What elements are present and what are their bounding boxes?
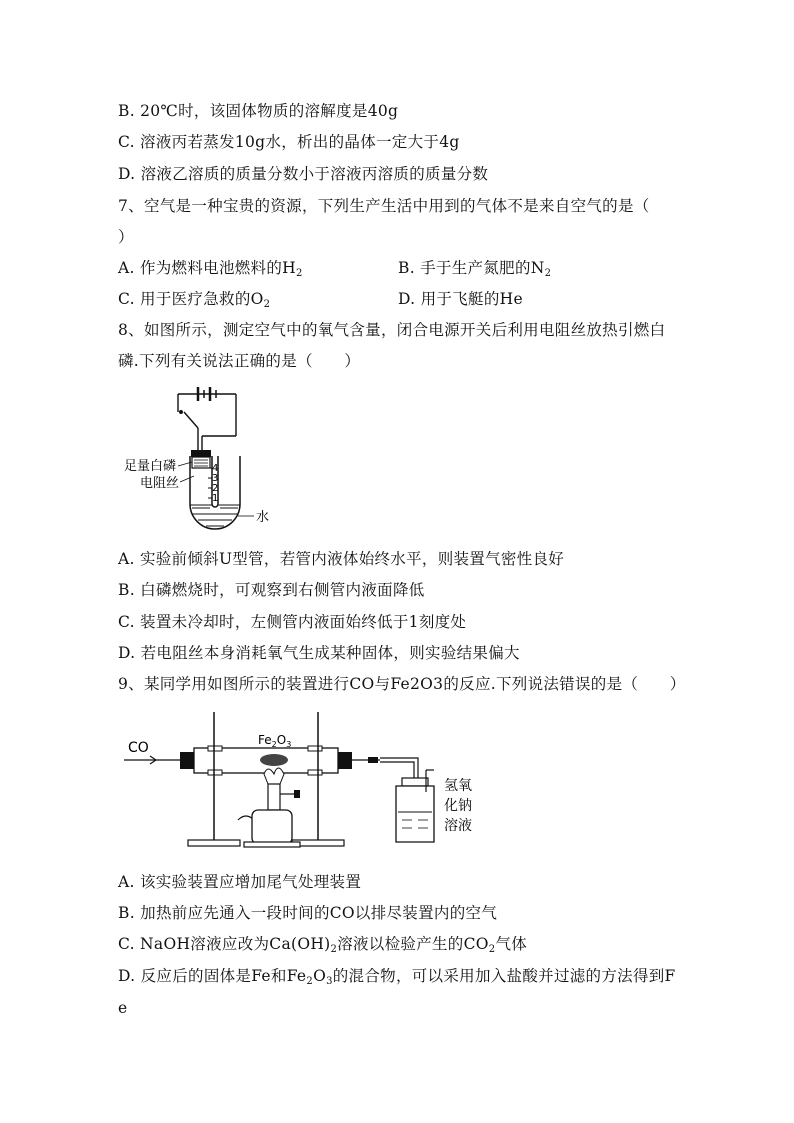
q9-option-d-line2: e xyxy=(118,999,128,1017)
label-co: CO xyxy=(128,740,149,756)
q8-option-c: C. 装置未冷却时，左侧管内液面始终低于1刻度处 xyxy=(118,613,467,631)
q8-stem-line2: 磷.下列有关说法正确的是（ ） xyxy=(118,352,361,370)
q7-option-a xyxy=(118,258,303,284)
q9-option-c-sub2: 2 xyxy=(488,944,496,955)
q9-option-c xyxy=(118,934,527,960)
q9-option-d-sub1: 2 xyxy=(306,976,314,987)
tick-2: 2 xyxy=(212,483,219,494)
q6-option-c: C. 溶液丙若蒸发10g水，析出的晶体一定大于4g xyxy=(118,133,460,151)
q6-option-b: B. 20℃时，该固体物质的溶解度是40g xyxy=(118,102,399,120)
label-naoh-2: 化钠 xyxy=(444,798,472,814)
q8-option-b: B. 白磷燃烧时，可观察到右侧管内液面降低 xyxy=(118,581,425,599)
tick-1: 1 xyxy=(212,493,219,504)
q9-option-c-mid: 溶液以检验产生的CO xyxy=(337,935,489,953)
flame-icon xyxy=(264,768,284,784)
right-stopper xyxy=(338,752,352,769)
fe2o3-fe: Fe xyxy=(258,733,272,747)
label-naoh-1: 氢氧 xyxy=(444,778,472,794)
q9-option-d-mid: O xyxy=(313,967,327,985)
label-water: 水 xyxy=(256,510,270,525)
burner-base xyxy=(252,810,292,844)
q9-option-b: B. 加热前应先通入一段时间的CO以排尽装置内的空气 xyxy=(118,904,498,922)
fe2o3-sample xyxy=(260,754,288,766)
label-resistance-wire: 电阻丝 xyxy=(140,476,180,491)
q6-option-d: D. 溶液乙溶质的质量分数小于溶液丙溶质的质量分数 xyxy=(118,165,489,183)
q7-option-d: D. 用于飞艇的He xyxy=(398,290,523,308)
fe2o3-sub1: 2 xyxy=(271,740,277,749)
stopper xyxy=(191,450,211,457)
q8-option-a: A. 实验前倾斜U型管，若管内液体始终水平，则装置气密性良好 xyxy=(118,550,565,568)
switch-pivot xyxy=(179,410,183,414)
left-stopper xyxy=(180,752,194,769)
u-tube-figure xyxy=(118,386,288,536)
q9-option-c-pre: C. NaOH溶液应改为Ca(OH) xyxy=(118,935,331,953)
q7-option-a-text: A. 作为燃料电池燃料的H xyxy=(118,259,296,277)
fe2o3-sub2: 3 xyxy=(286,740,292,749)
q7-option-c-text: C. 用于医疗急救的O xyxy=(118,290,264,308)
q9-stem: 9、某同学用如图所示的装置进行CO与Fe2O3的反应.下列说法错误的是（ ） xyxy=(118,675,686,693)
label-white-phosphorus: 足量白磷 xyxy=(124,459,177,474)
circuit-wires xyxy=(178,394,236,450)
tick-4: 4 xyxy=(212,463,219,474)
label-fe2o3 xyxy=(258,733,291,749)
naoh-bottle xyxy=(396,786,434,842)
q7-option-b-sub: 2 xyxy=(544,268,552,279)
q9-option-d-sub2: 3 xyxy=(326,976,333,987)
tick-3: 3 xyxy=(212,473,219,484)
q7-option-b xyxy=(398,258,551,284)
co-reduction-figure xyxy=(118,708,488,858)
q7-stem: 7、空气是一种宝贵的资源，下列生产生活中用到的气体不是来自空气的是（ xyxy=(118,197,650,215)
q9-option-d-post: 的混合物，可以采用加入盐酸并过滤的方法得到F xyxy=(332,967,676,985)
label-naoh-3: 溶液 xyxy=(444,818,472,834)
q8-stem-line1: 8、如图所示，测定空气中的氧气含量，闭合电源开关后利用电阻丝放热引燃白 xyxy=(118,321,666,339)
q7-option-c-sub: 2 xyxy=(263,299,271,310)
q7-option-b-text: B. 手于生产氮肥的N xyxy=(398,259,545,277)
fe2o3-o: O xyxy=(276,733,287,747)
q9-option-c-sub1: 2 xyxy=(330,944,338,955)
q8-option-d: D. 若电阻丝本身消耗氧气生成某种固体，则实验结果偏大 xyxy=(118,644,520,662)
q9-option-c-post: 气体 xyxy=(495,935,528,953)
q9-option-d-pre: D. 反应后的固体是Fe和Fe xyxy=(118,967,307,985)
q7-option-c xyxy=(118,289,270,315)
q7-option-a-sub: 2 xyxy=(295,268,303,279)
burner-tube xyxy=(268,784,280,810)
q9-option-a: A. 该实验装置应增加尾气处理装置 xyxy=(118,873,362,891)
q9-option-d-line1 xyxy=(118,966,676,992)
q7-stem-end: ） xyxy=(118,228,134,246)
